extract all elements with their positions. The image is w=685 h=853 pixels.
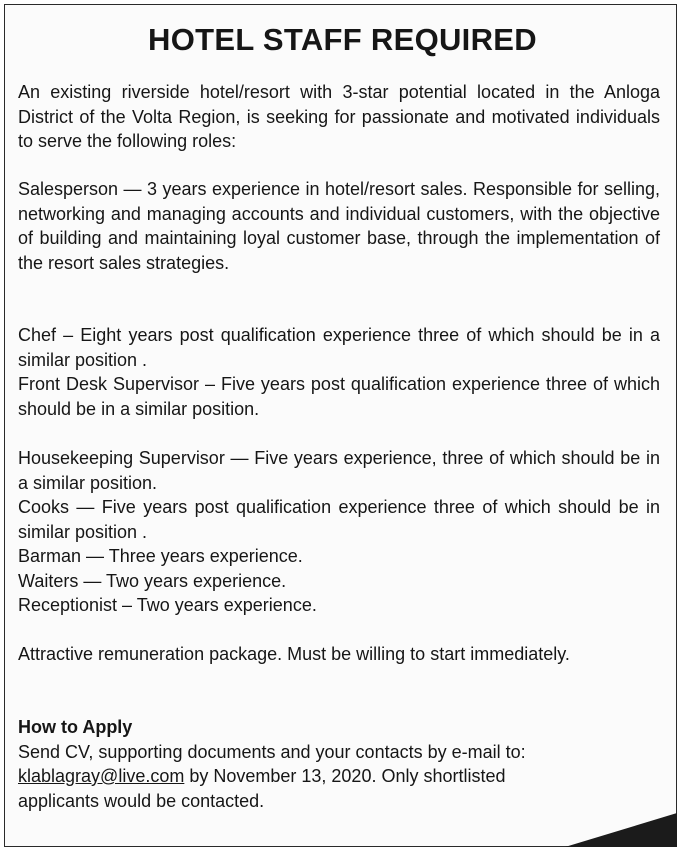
chef-role: Chef – Eight years post qualification experience three of which should be in a similar position . <box>18 325 660 370</box>
apply-heading: How to Apply <box>18 717 133 737</box>
roles-list <box>18 446 660 618</box>
waiters-role: Waiters — Two years experience. <box>18 570 287 591</box>
barman-role: Barman — Three years experience. <box>18 546 303 566</box>
apply-note: applicants would be contacted. <box>18 790 265 811</box>
cooks-role: Cooks — Five years post qualification experience three of which should be in similar position . <box>18 497 660 542</box>
intro-paragraph: An existing riverside hotel/resort with 3-star potential located in the Anloga District of the Volta Region, is seeking for passionate and motivated individuals to serve the following roles: <box>18 82 660 151</box>
corner-decoration <box>565 813 677 847</box>
front-desk-role: Front Desk Supervisor – Five years post qualification experience three of which should be in a similar position. <box>18 374 660 419</box>
how-to-apply-section <box>18 715 660 813</box>
receptionist-role: Receptionist – Two years experience. <box>18 595 317 615</box>
chef-frontdesk-block <box>18 323 660 421</box>
advert-title: HOTEL STAFF REQUIRED <box>148 22 537 57</box>
apply-email-line <box>18 764 660 789</box>
email-link[interactable]: klablagray@live.com <box>18 766 185 786</box>
salesperson-role: Salesperson — 3 years experience in hotel/resort sales. Responsible for selling, networking and managing accounts and individual customers, with the objective of building and maintaining loyal customer base, through the implementation of the resort sales strategies. <box>18 179 660 273</box>
housekeeping-role: Housekeeping Supervisor — Five years experience, three of which should be in a similar position. <box>18 448 660 493</box>
apply-instructions: Send CV, supporting documents and your contacts by e-mail to: <box>18 741 526 762</box>
remuneration-paragraph: Attractive remuneration package. Must be willing to start immediately. <box>18 644 570 664</box>
apply-deadline: by November 13, 2020. Only shortlisted <box>184 766 506 786</box>
